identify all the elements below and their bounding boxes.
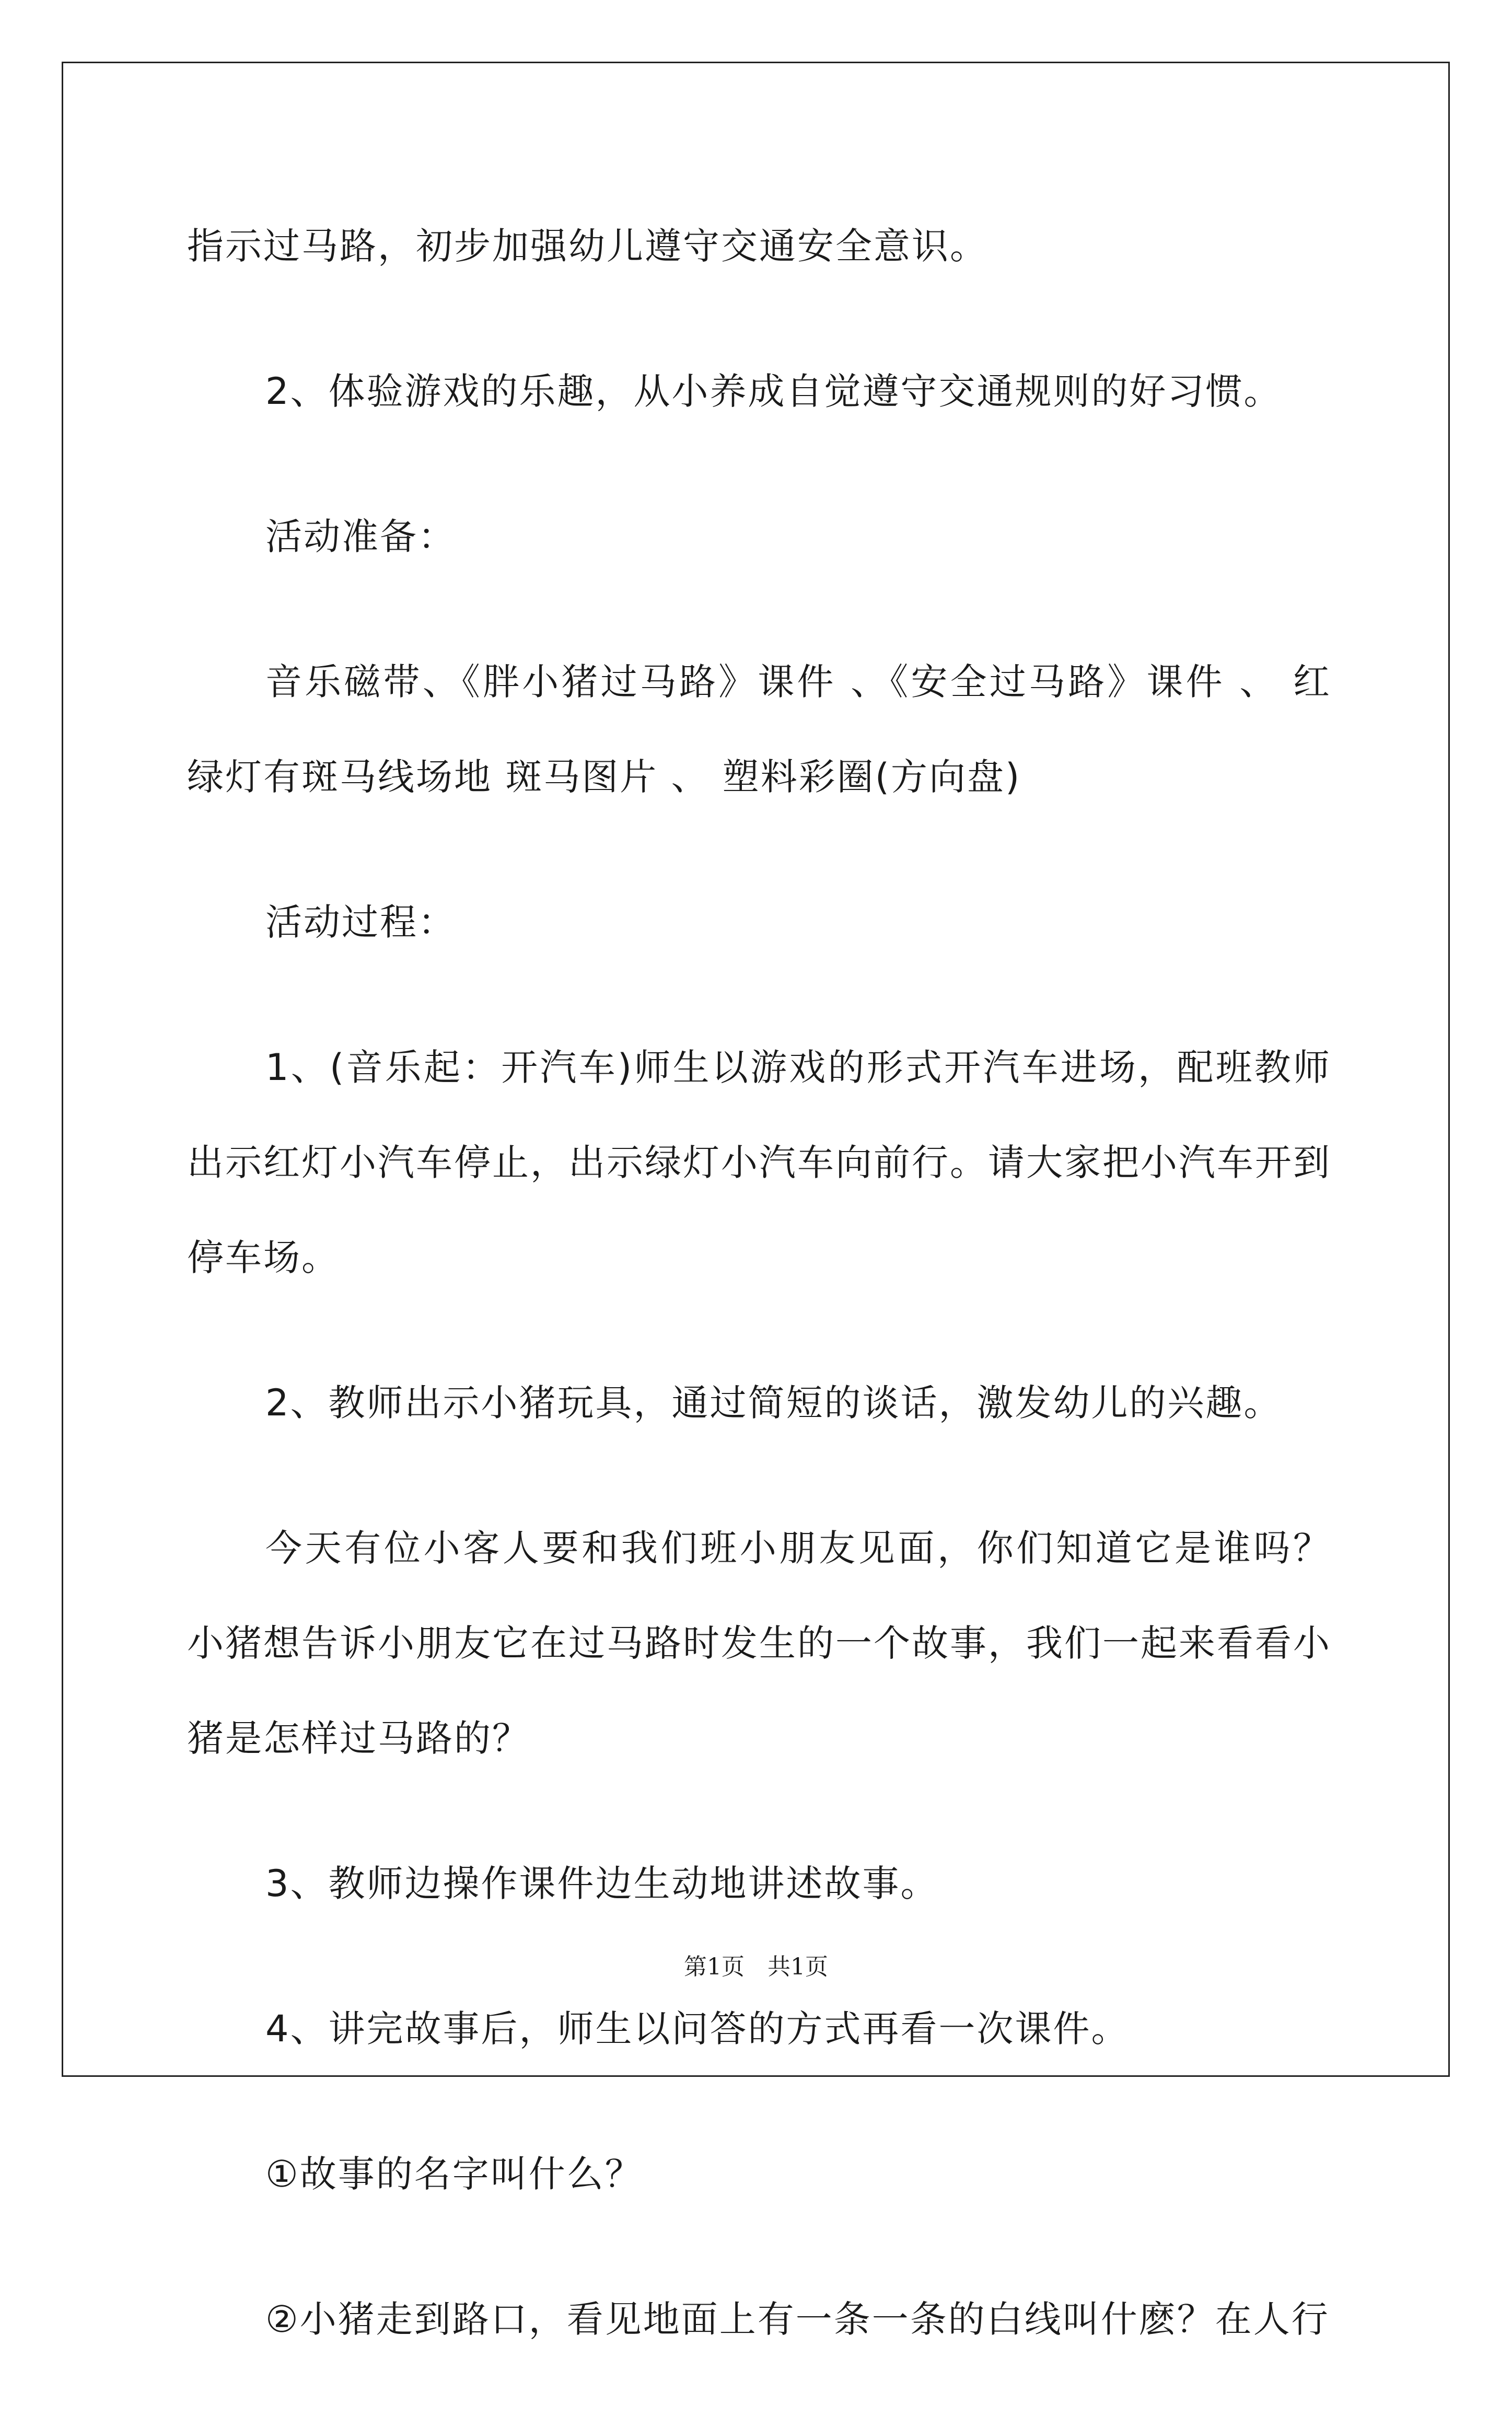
page-number-footer: 第1页 共1页 xyxy=(684,1954,828,1980)
paragraph-1: 指示过马路，初步加强幼儿遵守交通安全意识。 xyxy=(187,225,988,268)
paragraph-2: 2、体验游戏的乐趣，从小养成自觉遵守交通规则的好习惯。 xyxy=(265,370,1282,413)
paragraph-10: 4、讲完故事后，师生以问答的方式再看一次课件。 xyxy=(265,2007,1130,2050)
paragraph-9: 3、教师边操作课件边生动地讲述故事。 xyxy=(265,1862,939,1905)
paragraph-3: 活动准备： xyxy=(265,515,456,558)
paragraph-12: ②小猪走到路口，看见地面上有一条一条的白线叫什麽？在人行 xyxy=(265,2298,1330,2341)
paragraph-4: 音乐磁带、《胖小猪过马路》课件 、《安全过马路》课件 、 红绿灯有斑马线场地 斑马图片 、 塑料彩圈(方向盘) xyxy=(187,660,1331,798)
paragraph-11: ①故事的名字叫什么？ xyxy=(265,2153,643,2195)
paragraph-7: 2、教师出示小猪玩具，通过简短的谈话，激发幼儿的兴趣。 xyxy=(265,1381,1282,1424)
paragraph-8: 今天有位小客人要和我们班小朋友见面，你们知道它是谁吗？小猪想告诉小朋友它在过马路时发生的一个故事，我们一起来看看小猪是怎样过马路的？ xyxy=(187,1527,1331,1760)
document-body xyxy=(187,199,1331,2417)
paragraph-6: 1、(音乐起：开汽车)师生以游戏的形式开汽车进场，配班教师出示红灯小汽车停止，出示绿灯小汽车向前行。请大家把小汽车开到停车场。 xyxy=(187,1046,1331,1279)
paragraph-5: 活动过程： xyxy=(265,901,456,944)
